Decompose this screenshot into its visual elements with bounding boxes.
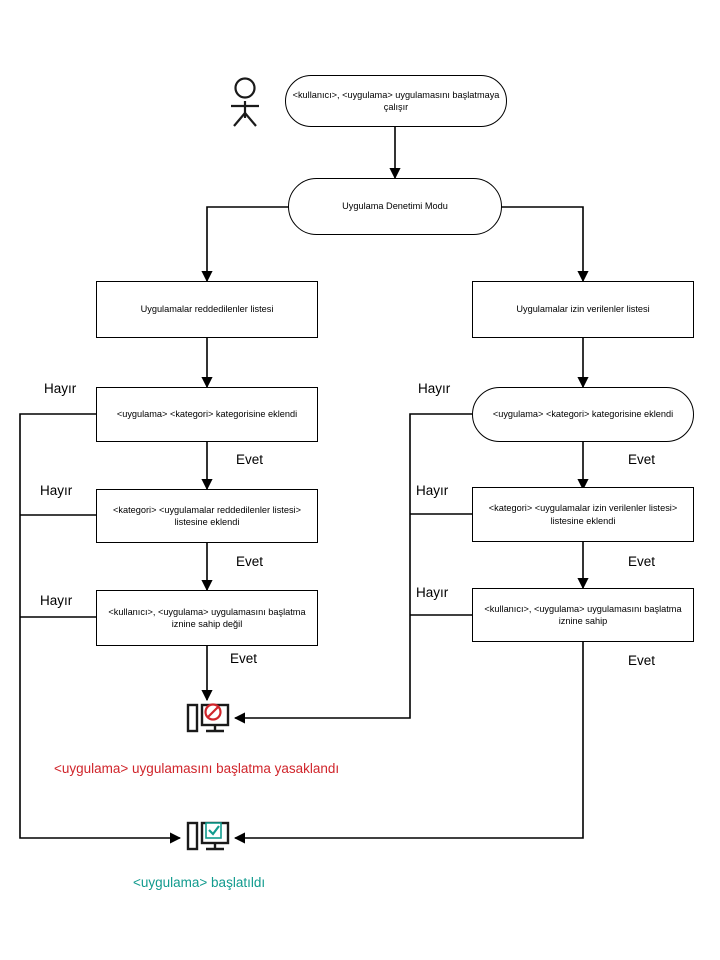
- node-deny-category-added-label: <uygulama> <kategori> kategorisine eklendi: [116, 409, 298, 420]
- edge-label-no-right-1: Hayır: [418, 381, 451, 396]
- node-allow-list: [472, 281, 694, 338]
- node-deny-category-in-list: [96, 489, 318, 543]
- node-deny-list: [96, 281, 318, 338]
- node-allow-category-added-label: <uygulama> <kategori> kategorisine eklendi: [492, 409, 674, 420]
- edge-label-yes-right-3: Evet: [628, 653, 656, 668]
- edge-label-no-left-2: Hayır: [40, 483, 73, 498]
- node-deny-category-in-list-label: <kategori> <uygulamalar reddedilenler listesi> listesine eklendi: [113, 504, 301, 527]
- edge-no-right-1: [235, 414, 472, 718]
- edge-label-yes-left-3: Evet: [230, 651, 258, 666]
- node-allow-user-permission: [472, 588, 694, 642]
- monitor-allowed-icon: [188, 823, 228, 849]
- edge-mode-to-allow-list: [497, 207, 583, 281]
- edge-label-no-right-2: Hayır: [416, 483, 449, 498]
- node-allow-list-label: Uygulamalar izin verilenler listesi: [516, 304, 650, 315]
- edge-label-no-left-1: Hayır: [44, 381, 77, 396]
- edge-yes-right-to-started: [235, 642, 583, 838]
- node-allow-user-permission-label: <kullanıcı>, <uygulama> uygulamasını başlatma iznine sahip: [484, 603, 682, 626]
- outcome-blocked-caption: <uygulama> uygulamasını başlatma yasaklandı: [54, 761, 340, 776]
- node-user-start: [285, 75, 507, 127]
- node-mode-label: Uygulama Denetimi Modu: [342, 201, 448, 212]
- node-allow-category-in-list: [472, 487, 694, 542]
- edge-label-yes-right-2: Evet: [628, 554, 656, 569]
- node-mode: [288, 178, 502, 235]
- node-allow-category-in-list-label: <kategori> <uygulamalar izin verilenler listesi> listesine eklendi: [488, 503, 678, 526]
- node-deny-user-permission: [96, 590, 318, 646]
- user-icon: [231, 79, 259, 127]
- edge-mode-to-deny-list: [207, 207, 293, 281]
- edge-label-no-left-3: Hayır: [40, 593, 73, 608]
- edge-label-yes-left-1: Evet: [236, 452, 264, 467]
- node-user-start-label: <kullanıcı>, <uygulama> uygulamasını başlatmaya çalışır: [292, 89, 500, 112]
- node-deny-list-label: Uygulamalar reddedilenler listesi: [140, 304, 274, 315]
- monitor-blocked-icon: [188, 705, 228, 732]
- edge-label-yes-left-2: Evet: [236, 554, 264, 569]
- node-deny-category-added: [96, 387, 318, 442]
- outcome-started-caption: <uygulama> başlatıldı: [133, 875, 266, 890]
- node-deny-user-permission-label: <kullanıcı>, <uygulama> uygulamasını başlatma iznine sahip değil: [108, 606, 306, 629]
- edge-label-yes-right-1: Evet: [628, 452, 656, 467]
- node-allow-category-added: [472, 387, 694, 442]
- edge-label-no-right-3: Hayır: [416, 585, 449, 600]
